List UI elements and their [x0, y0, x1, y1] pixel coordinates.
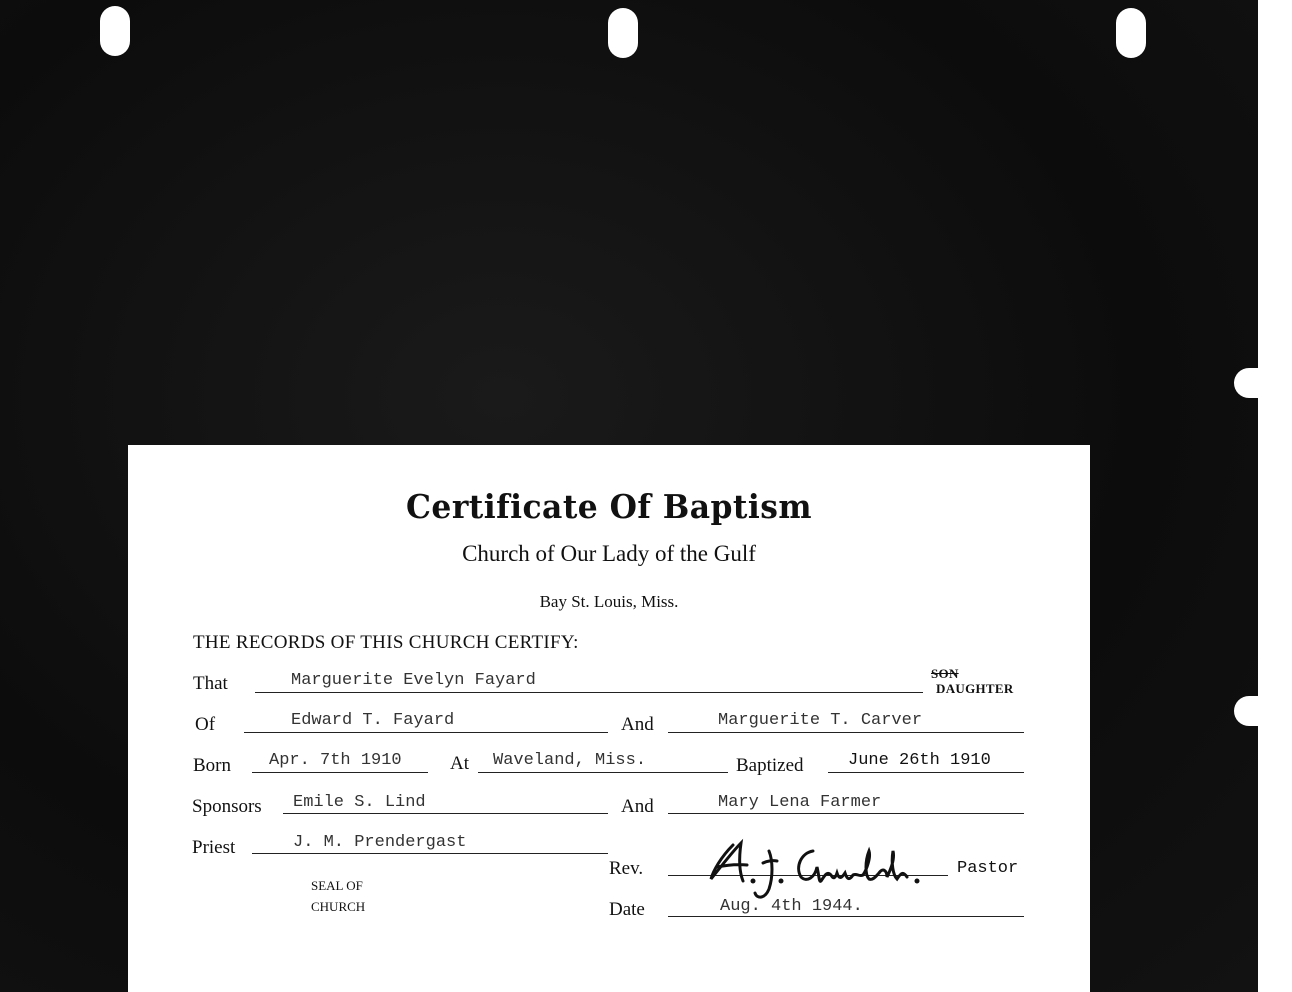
- daughter-label: DAUGHTER: [936, 681, 1014, 696]
- pastor-signature: [703, 837, 943, 905]
- baptism-date-line: [828, 772, 1024, 773]
- issue-date-value: Aug. 4th 1944.: [720, 897, 863, 916]
- church-location: Bay St. Louis, Miss.: [539, 592, 679, 611]
- child-name-line: [255, 692, 923, 693]
- punch-hole: [1234, 696, 1274, 726]
- birth-date-line: [252, 772, 428, 773]
- baptism-date-value: June 26th 1910: [848, 751, 991, 770]
- pastor-label: Pastor: [957, 859, 1019, 878]
- priest-value: J. M. Prendergast: [293, 833, 467, 852]
- issue-date-line: [668, 916, 1024, 917]
- seal-line-2: CHURCH: [311, 899, 366, 914]
- born-label: Born: [193, 755, 231, 776]
- baptized-label: Baptized: [736, 755, 804, 776]
- sponsor-1-line: [283, 813, 608, 814]
- mother-value: Marguerite T. Carver: [718, 711, 923, 730]
- sponsors-label: Sponsors: [192, 796, 262, 817]
- at-label: At: [450, 753, 469, 774]
- that-label: That: [193, 673, 228, 694]
- birth-place-line: [478, 772, 728, 773]
- mother-line: [668, 732, 1024, 733]
- father-value: Edward T. Fayard: [291, 711, 455, 730]
- certificate-title: Certificate Of Baptism: [405, 487, 813, 526]
- birth-date-value: Apr. 7th 1910: [269, 751, 402, 770]
- punch-hole: [608, 8, 638, 58]
- sponsor-1-value: Emile S. Lind: [293, 793, 426, 812]
- date-label: Date: [609, 899, 645, 920]
- church-name: Church of Our Lady of the Gulf: [462, 541, 756, 566]
- punch-hole: [1234, 368, 1274, 398]
- birth-place-value: Waveland, Miss.: [493, 751, 647, 770]
- father-line: [244, 732, 608, 733]
- baptism-certificate: [128, 445, 1090, 992]
- of-label: Of: [195, 714, 216, 735]
- certify-heading: THE RECORDS OF THIS CHURCH CERTIFY:: [193, 632, 579, 653]
- punch-hole: [100, 6, 130, 56]
- son-label: SON: [931, 666, 959, 681]
- and-label-2: And: [621, 796, 654, 817]
- priest-label: Priest: [192, 837, 236, 858]
- and-label: And: [621, 714, 654, 735]
- priest-line: [252, 853, 608, 854]
- seal-line-1: SEAL OF: [311, 878, 363, 893]
- punch-hole: [1116, 8, 1146, 58]
- sponsor-2-value: Mary Lena Farmer: [718, 793, 882, 812]
- seal-of-church: [311, 875, 365, 917]
- sponsor-2-line: [668, 813, 1024, 814]
- rev-label: Rev.: [609, 858, 644, 879]
- child-name-value: Marguerite Evelyn Fayard: [291, 671, 536, 690]
